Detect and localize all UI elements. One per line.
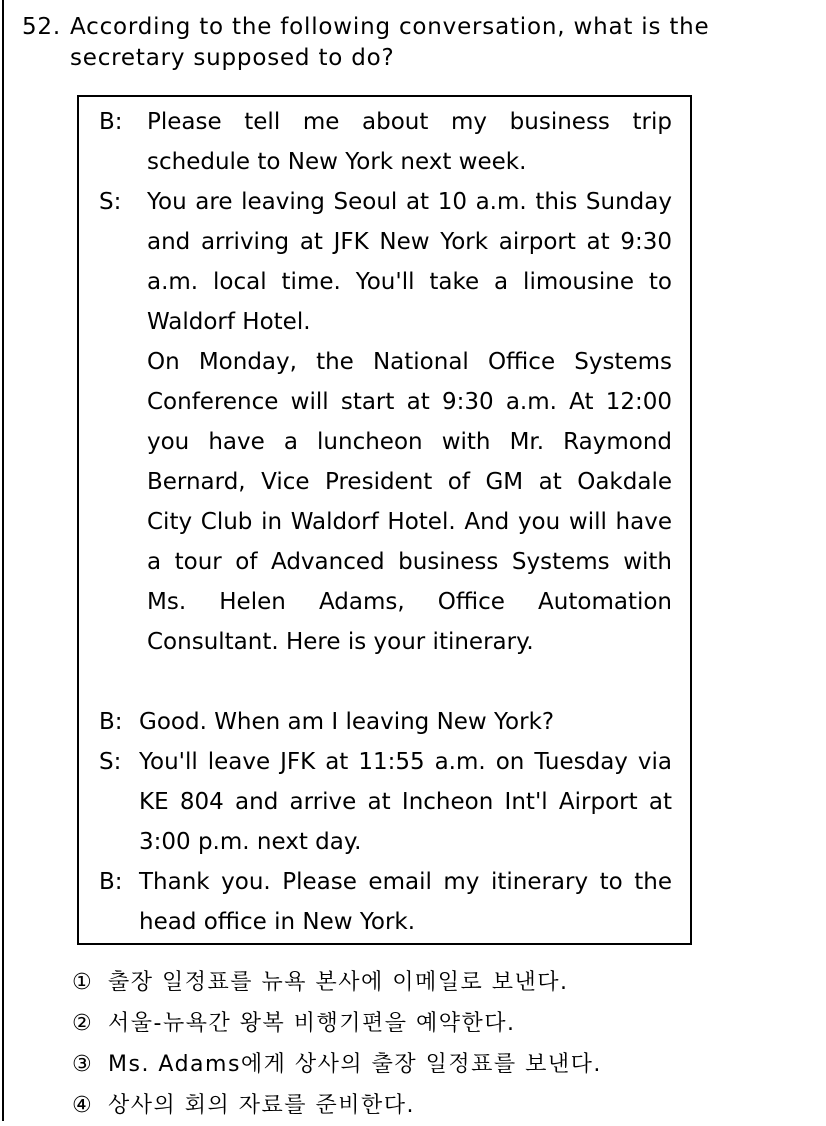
dialogue-text: Please tell me about my business trip schedule to New York next week.: [147, 109, 672, 175]
question-number: 52.: [22, 14, 61, 40]
dialogue-text: Thank you. Please email my itinerary to the head office in New York.: [139, 869, 672, 935]
speaker-label: B:: [99, 109, 123, 135]
option-marker: ③: [72, 1052, 94, 1077]
dialogue-box: [77, 95, 692, 945]
left-margin-rule: [2, 0, 4, 1121]
speaker-label: S:: [99, 189, 122, 215]
option-marker: ②: [72, 1011, 94, 1036]
answer-option-4[interactable]: [72, 1085, 602, 1126]
question-text-line-2: secretary supposed to do?: [70, 45, 395, 71]
answer-option-1[interactable]: [72, 962, 602, 1003]
question-text-line-1: According to the following conversation, what is the: [70, 14, 710, 40]
option-marker: ①: [72, 970, 94, 995]
dialogue-text: You'll leave JFK at 11:55 a.m. on Tuesday via KE 804 and arrive at Incheon Int'l Airport at 3:00 p.m. next day.: [139, 749, 672, 855]
question-line-1: [22, 12, 812, 43]
question-stem: [22, 12, 812, 74]
option-text: 출장 일정표를 뉴욕 본사에 이메일로 보낸다.: [108, 970, 569, 995]
dialogue-text: On Monday, the National Office Systems Conference will start at 9:30 a.m. At 12:00 you have a luncheon with Mr. Raymond Bernard, Vice President of GM at Oakdale City Club in Waldorf Hotel. And you will have a tour of Advanced business Systems with Ms. Helen Adams, Office Automation Consultant. Here is your itinerary.: [147, 349, 672, 655]
option-text: 상사의 회의 자료를 준비한다.: [108, 1093, 415, 1118]
answer-options: [72, 962, 602, 1126]
answer-option-2[interactable]: [72, 1003, 602, 1044]
option-text: Ms. Adams에게 상사의 출장 일정표를 보낸다.: [108, 1052, 602, 1077]
option-text: 서울-뉴욕간 왕복 비행기편을 예약한다.: [108, 1011, 516, 1036]
answer-option-3[interactable]: [72, 1044, 602, 1085]
speaker-label: B:: [99, 869, 123, 895]
speaker-label: S:: [99, 749, 122, 775]
dialogue-text: Good. When am I leaving New York?: [139, 709, 555, 735]
option-marker: ④: [72, 1093, 94, 1118]
speaker-label: B:: [99, 709, 123, 735]
dialogue-text: You are leaving Seoul at 10 a.m. this Sunday and arriving at JFK New York airport at 9:30 a.m. local time. You'll take a limousine to Waldorf Hotel.: [147, 189, 672, 335]
